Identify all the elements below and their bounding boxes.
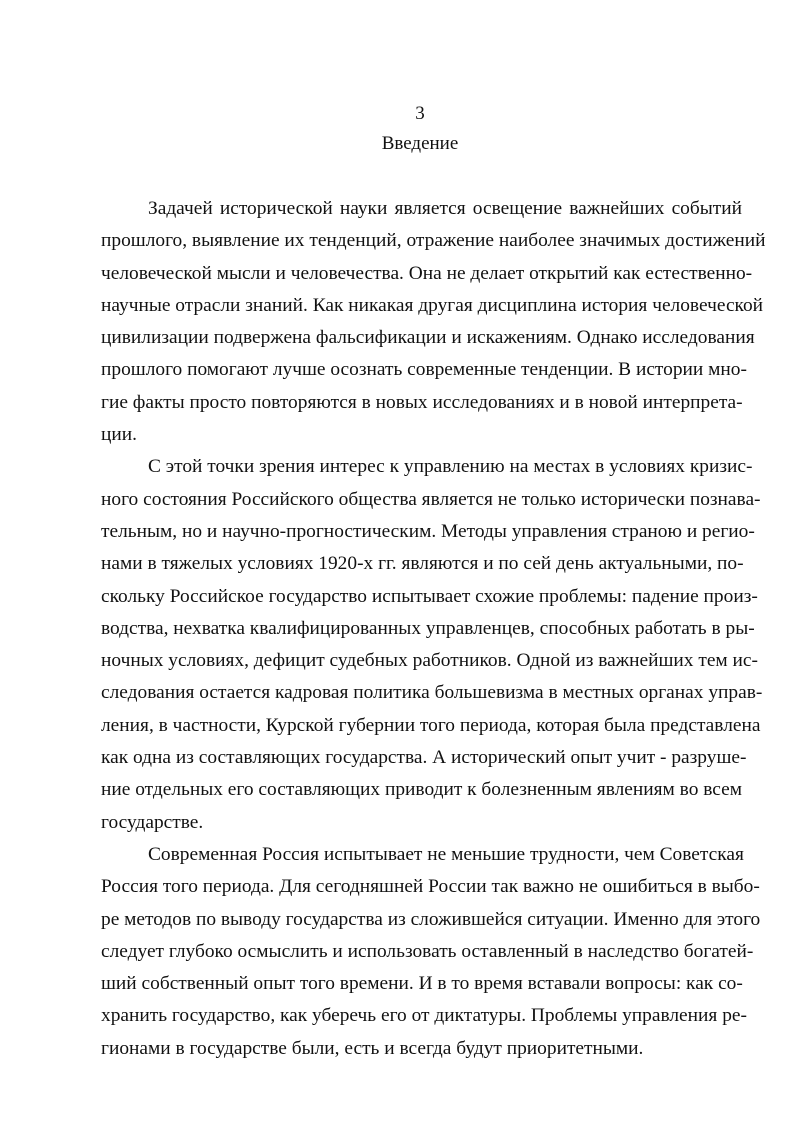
text-line: ре методов по выводу государства из сложившейся ситуации. Именно для этого — [101, 908, 761, 930]
text-line: гионами в государстве были, есть и всегда будут приоритетными. — [101, 1037, 644, 1059]
text-line: С этой точки зрения интерес к управлению на местах в условиях кризис- — [148, 456, 753, 478]
text-line: Задачей исторической науки является освещение важнейших событий — [148, 198, 742, 219]
page-number: 3 — [415, 103, 425, 124]
text-line: Современная Россия испытывает не меньшие трудности, чем Советская — [148, 843, 744, 865]
text-line: прошлого, выявление их тенденций, отражение наиболее значимых достижений — [101, 230, 766, 252]
text-line: человеческой мысли и человечества. Она не делает открытий как естественно- — [101, 262, 753, 284]
paragraph — [101, 193, 766, 451]
text-line: как одна из составляющих государства. А исторический опыт учит - разруше- — [101, 747, 747, 769]
text-line: ции. — [101, 424, 137, 446]
text-line: цивилизации подвержена фальсификации и искажениям. Однако исследования — [101, 327, 755, 349]
body-text — [101, 193, 766, 1065]
paragraph — [101, 839, 761, 1065]
paragraph — [101, 451, 763, 839]
text-line: тельным, но и научно-прогностическим. Методы управления страною и регио- — [101, 520, 755, 542]
text-line: ночных условиях, дефицит судебных работников. Одной из важнейших тем ис- — [101, 650, 758, 672]
text-line: государстве. — [101, 811, 204, 833]
text-line: хранить государство, как уберечь его от диктатуры. Проблемы управления ре- — [101, 1005, 747, 1027]
text-line: скольку Российское государство испытывает схожие проблемы: падение произ- — [101, 585, 758, 607]
text-line: Россия того периода. Для сегодняшней России так важно не ошибиться в выбо- — [101, 876, 760, 898]
text-line: следует глубоко осмыслить и использовать оставленный в наследство богатей- — [101, 940, 754, 962]
text-line: ления, в частности, Курской губернии того периода, которая была представлена — [101, 714, 761, 736]
text-line: ного состояния Российского общества является не только исторически познава- — [101, 488, 761, 510]
section-title: Введение — [381, 133, 459, 154]
text-line: водства, нехватка квалифицированных управленцев, способных работать в ры- — [101, 617, 755, 639]
text-line: гие факты просто повторяются в новых исследованиях и в новой интерпрета- — [101, 391, 743, 413]
text-line: ший собственный опыт того времени. И в то время вставали вопросы: как со- — [101, 973, 743, 995]
text-line: прошлого помогают лучше осознать современные тенденции. В истории мно- — [101, 359, 747, 381]
text-line: ние отдельных его составляющих приводит к болезненным явлениям во всем — [101, 779, 742, 801]
text-line: следования остается кадровая политика большевизма в местных органах управ- — [101, 682, 763, 704]
text-line: научные отрасли знаний. Как никакая другая дисциплина история человеческой — [101, 294, 764, 316]
text-line: нами в тяжелых условиях 1920-х гг. являются и по сей день актуальными, по- — [101, 553, 744, 575]
